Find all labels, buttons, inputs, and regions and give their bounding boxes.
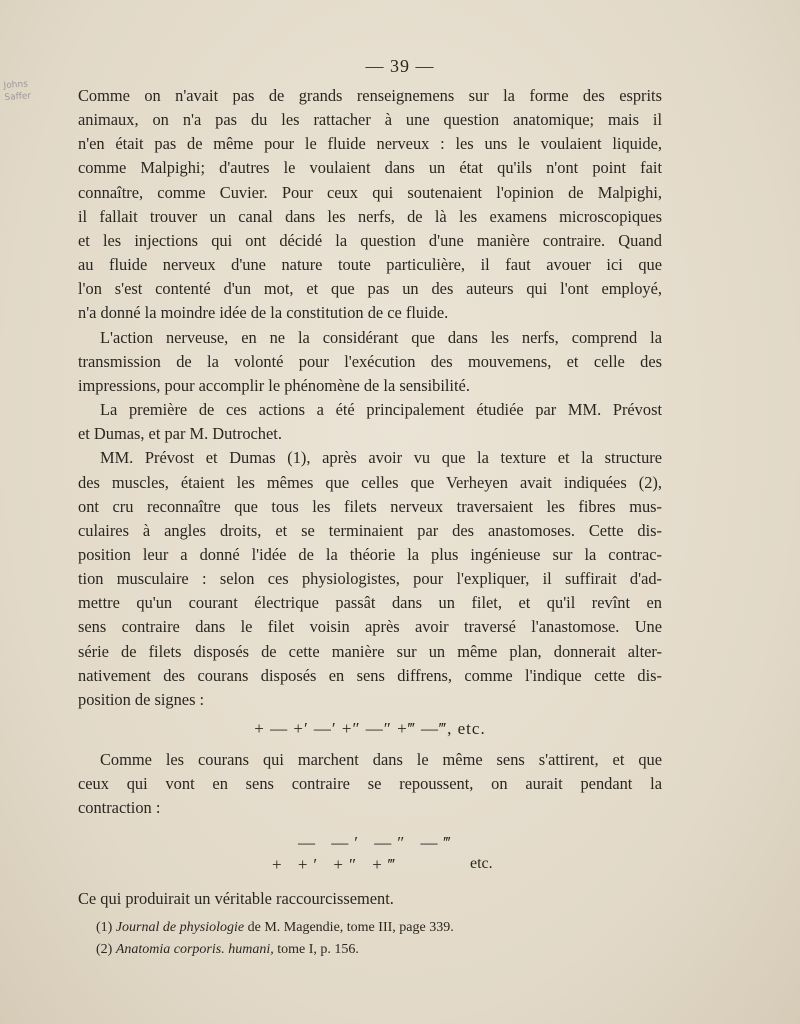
- text-line: connaître, comme Cuvier. Pour ceux qui soutenaient l'opinion de Malpighi,: [78, 182, 662, 202]
- footnote-mark: (1): [96, 919, 113, 935]
- text-line: n'en était pas de même pour le fluide nerveux : les uns le voulaient liquide,: [78, 134, 662, 154]
- text-line: comme Malpighi; d'autres le voulaient dans un état qu'ils n'ont point fait: [78, 158, 662, 178]
- text-line: au fluide nerveux d'une nature toute particulière, il faut avouer ici que: [78, 255, 662, 275]
- text-line: sens contraire dans le filet voisin après avoir traversé l'anastomose. Une: [78, 617, 662, 637]
- text-line: et Dumas, et par M. Dutrochet.: [78, 424, 282, 444]
- text-line: transmission de la volonté pour l'exécution des mouvemens, et celle des: [78, 351, 662, 371]
- contraction-formula: [78, 825, 662, 885]
- footnotes: [78, 917, 662, 961]
- footnote-rest: de M. Magendie, tome III, page 339.: [244, 919, 454, 935]
- paragraph-2: [78, 326, 662, 398]
- text-line: n'a donné la moindre idée de la constitution de ce fluide.: [78, 303, 449, 323]
- text-line: position leur a donné l'idée de la théorie la plus ingénieuse sur la contrac-: [78, 544, 662, 564]
- text-line: impressions, pour accomplir le phénomène de la sensibilité.: [78, 375, 470, 395]
- text-line: La première de ces actions a été principalement étudiée par MM. Prévost: [100, 400, 662, 420]
- text-line: Ce qui produirait un véritable raccourcissement.: [78, 888, 394, 908]
- text-line: Comme les courans qui marchent dans le même sens s'attirent, et que: [100, 750, 662, 770]
- text-line: ceux qui vont en sens contraire se repoussent, on aurait pendant la: [78, 774, 662, 794]
- paragraph-1: [78, 84, 662, 326]
- text-line: ont cru reconnaître que tous les filets nerveux traversaient les fibres mus-: [78, 496, 662, 516]
- footnote-title: Anatomia corporis. humani,: [115, 941, 274, 957]
- text-line: il fallait trouver un canal dans les nerfs, de là les examens microscopiques: [78, 206, 662, 226]
- formula-top-row: — —′ —″ —‴: [298, 832, 457, 852]
- signs-formula: [78, 714, 662, 744]
- text-line: mettre qu'un courant électrique passât dans un filet, et qu'il revînt en: [78, 593, 662, 613]
- text-line: nativement des courans disposés en sens diffrens, comme l'indique cette dis-: [78, 665, 662, 685]
- text-line: Comme on n'avait pas de grands renseignemens sur la forme des esprits: [78, 86, 662, 105]
- page-body: [78, 84, 662, 961]
- text-line: position de signes :: [78, 689, 205, 709]
- text-line: et les injections qui ont décidé la question d'une manière contraire. Quand: [78, 230, 662, 250]
- formula-text: + — +′ —′ +″ —″ +‴ —‴, etc.: [254, 719, 486, 739]
- text-line: contraction :: [78, 798, 161, 818]
- margin-note-text: Johns Saffer: [3, 79, 32, 104]
- footnote-title: Journal de physiologie: [115, 919, 245, 935]
- text-line: MM. Prévost et Dumas (1), après avoir vu que la texture et la structure: [100, 448, 662, 468]
- text-line: culaires à angles droits, et se terminaient par des anastomoses. Cette dis-: [78, 520, 662, 540]
- footnote-1: [78, 917, 662, 939]
- footnote-2: [78, 939, 662, 961]
- text-line: l'on s'est contenté d'un mot, et que pas un des auteurs qui l'ont employé,: [78, 279, 662, 299]
- footnote-rest: tome I, p. 156.: [273, 941, 359, 957]
- text-line: des muscles, étaient les mêmes que celles que Verheyen avait indiquées (2),: [78, 472, 662, 492]
- closing-paragraph: [78, 887, 662, 911]
- margin-handwritten-note: [3, 76, 65, 104]
- formula-etc: etc.: [470, 854, 493, 872]
- text-line: animaux, on n'a pas du les rattacher à une question anatomique; mais il: [78, 110, 662, 130]
- text-line: tion musculaire : selon ces physiologistes, pour l'expliquer, il suffirait d'ad-: [78, 569, 662, 589]
- paragraph-4: [78, 446, 662, 712]
- paragraph-3: [78, 398, 662, 446]
- footnote-mark: (2): [96, 941, 113, 957]
- text-line: série de filets disposés de cette manière sur un même plan, donnerait alter-: [78, 641, 662, 661]
- text-line: L'action nerveuse, en ne la considérant que dans les nerfs, comprend la: [100, 327, 662, 347]
- paragraph-5: [78, 748, 662, 820]
- page-number: — 39 —: [365, 56, 435, 76]
- formula-bottom-row: + +′ +″ +‴: [272, 854, 401, 874]
